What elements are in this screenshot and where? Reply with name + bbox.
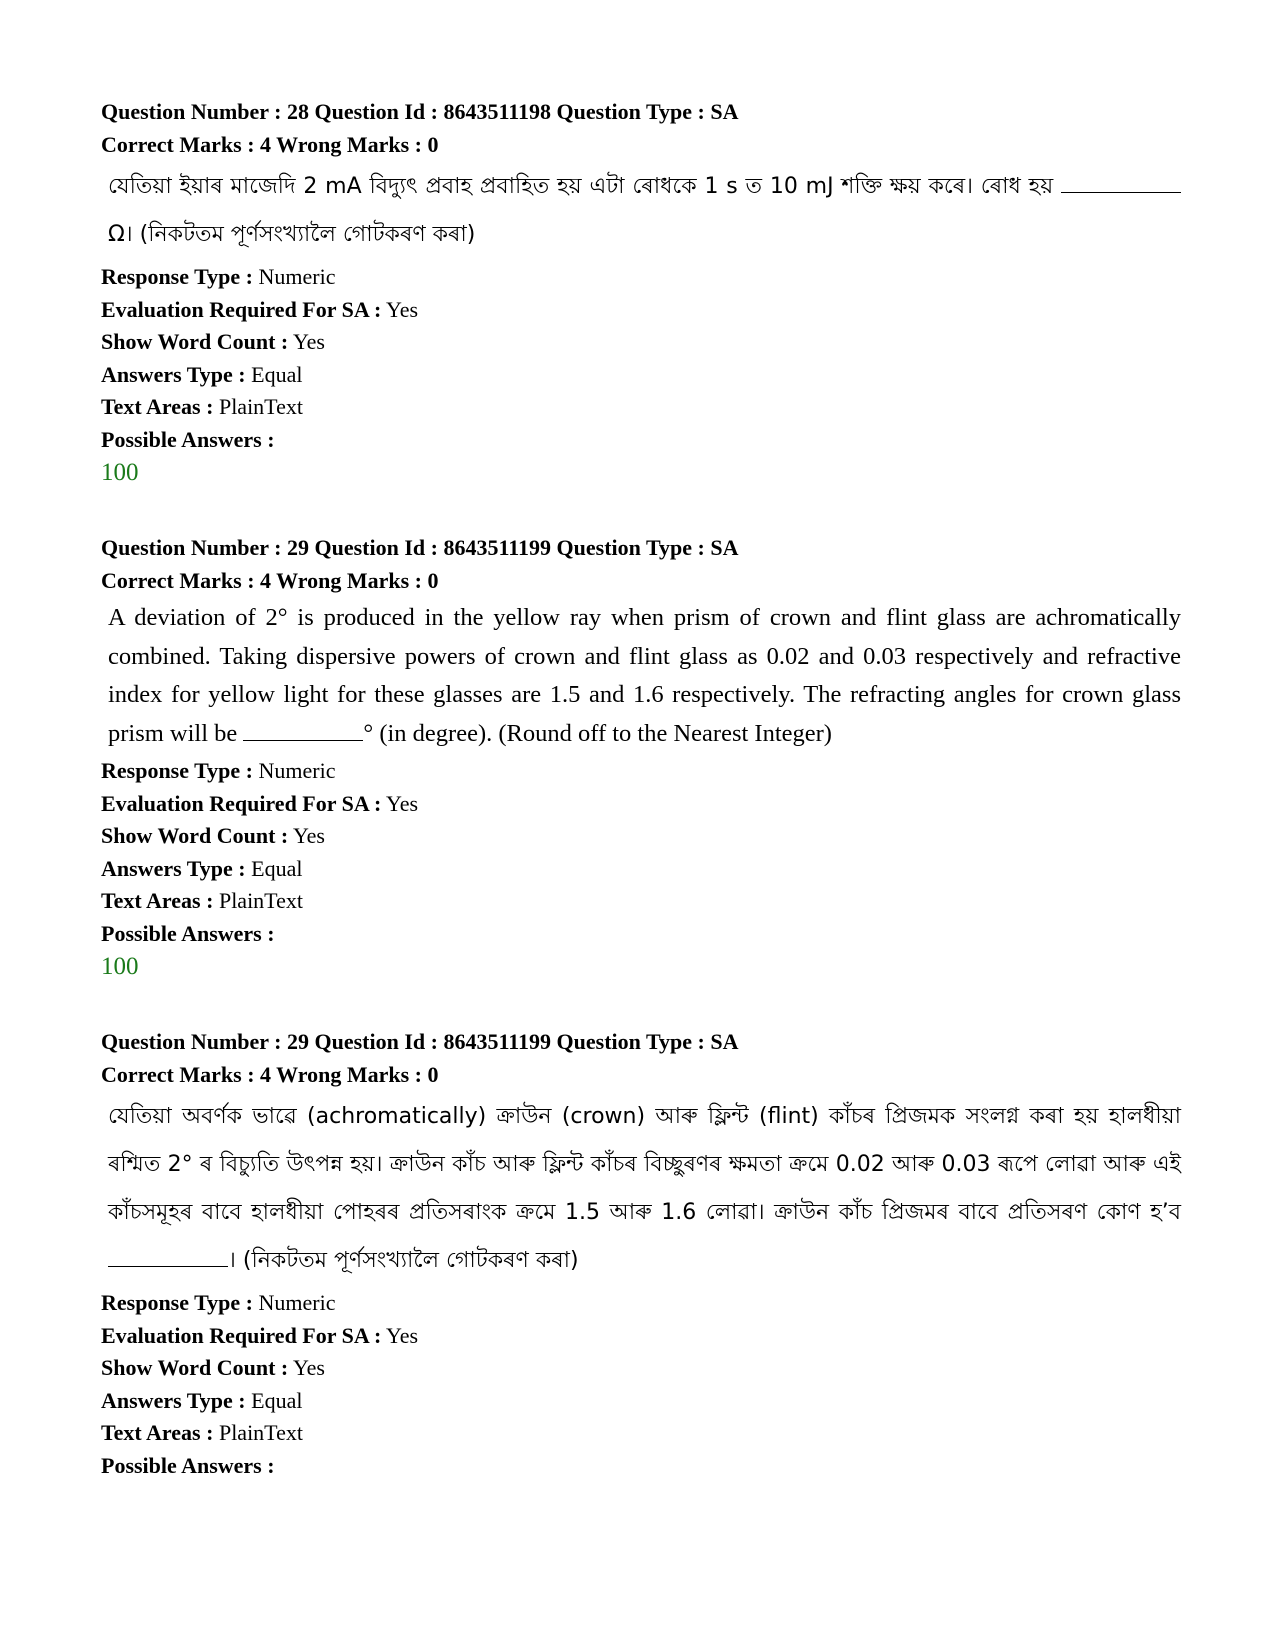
possible-answers-row bbox=[101, 1450, 1181, 1483]
show-word-count-value: Yes bbox=[292, 823, 325, 848]
response-type-value: Numeric bbox=[258, 758, 336, 783]
marks-line: Correct Marks : 4 Wrong Marks : 0 bbox=[101, 567, 439, 593]
response-type-label: Response Type : bbox=[101, 1290, 253, 1315]
marks-line: Correct Marks : 4 Wrong Marks : 0 bbox=[101, 1061, 439, 1087]
question-text-part2: Ω। (নিকটতম পূৰ্ণসংখ্যালৈ গোটকৰণ কৰা) bbox=[108, 222, 476, 247]
question-header: Question Number : 29 Question Id : 8643511199 Question Type : SA bbox=[101, 1029, 739, 1054]
text-areas-label: Text Areas : bbox=[101, 394, 214, 419]
text-areas-row bbox=[101, 885, 1181, 918]
possible-answers-label: Possible Answers : bbox=[101, 426, 275, 452]
question-text bbox=[101, 1093, 1181, 1285]
question-text-part1: A deviation of 2° is produced in the yellow ray when prism of crown and flint glass are achromatically combined. Taking dispersive powers of crown and flint glass as 0.02 and 0.03 respectively and refractive index for yellow light for these glasses are 1.5 and 1.6 respectively. The refracting angles for crown glass prism will be bbox=[108, 604, 1181, 747]
question-text-part1: যেতিয়া অবৰ্ণক ভাৱে (achromatically) ক্ৰাউন (crown) আৰু ফ্লিন্ট (flint) কাঁচৰ প্ৰিজমক সংলগ্ন কৰা হয় হালধীয়া ৰশ্মিত 2° ৰ বিচ্যুতি উৎপন্ন হয়। ক্ৰাউন কাঁচ আৰু ফ্লিন্ট কাঁচৰ বিচ্ছুৰণৰ ক্ষমতা ক্ৰমে 0.02 আৰু 0.03 ৰূপে লোৱা আৰু এই কাঁচসমূহৰ বাবে হালধীয়া পোহৰৰ প্ৰতিসৰাংক ক্ৰমে 1.5 আৰু 1.6 লোৱা। ক্ৰাউন কাঁচ প্ৰিজমৰ বাবে প্ৰতিসৰণ কোণ হ’ব bbox=[108, 1104, 1181, 1225]
answers-type-row bbox=[101, 1385, 1181, 1418]
text-areas-label: Text Areas : bbox=[101, 888, 214, 913]
evaluation-required-label: Evaluation Required For SA : bbox=[101, 296, 382, 322]
answers-type-value: Equal bbox=[251, 361, 303, 387]
evaluation-required-row bbox=[101, 1320, 1181, 1353]
answer-blank bbox=[108, 1246, 228, 1267]
show-word-count-value: Yes bbox=[292, 329, 325, 354]
text-areas-value: PlainText bbox=[218, 394, 303, 419]
text-areas-value: PlainText bbox=[218, 1420, 303, 1445]
show-word-count-value: Yes bbox=[292, 1355, 325, 1380]
text-areas-row bbox=[101, 391, 1181, 424]
question-block-29-english bbox=[101, 532, 1181, 984]
possible-answer: 100 bbox=[101, 953, 139, 980]
show-word-count-label: Show Word Count : bbox=[101, 823, 289, 848]
show-word-count-row bbox=[101, 820, 1181, 853]
question-block-29-assamese bbox=[101, 1026, 1181, 1482]
question-text-part1: যেতিয়া ইয়াৰ মাজেদি 2 mA বিদ্যুৎ প্ৰবাহ প্ৰবাহিত হয় এটা ৰোধকে 1 s ত 10 mJ শক্তি ক্ষয় কৰে। ৰোধ হয় bbox=[108, 174, 1054, 199]
text-areas-value: PlainText bbox=[218, 888, 303, 913]
show-word-count-row bbox=[101, 326, 1181, 359]
question-block-28 bbox=[101, 96, 1181, 490]
question-text-part2: । (নিকটতম পূৰ্ণসংখ্যালৈ গোটকৰণ কৰা) bbox=[228, 1248, 579, 1273]
question-header: Question Number : 28 Question Id : 8643511198 Question Type : SA bbox=[101, 99, 739, 124]
possible-answers-row bbox=[101, 918, 1181, 951]
evaluation-required-row bbox=[101, 294, 1181, 327]
evaluation-required-value: Yes bbox=[386, 790, 419, 816]
evaluation-required-value: Yes bbox=[386, 296, 419, 322]
show-word-count-label: Show Word Count : bbox=[101, 329, 289, 354]
response-type-row bbox=[101, 1287, 1181, 1320]
possible-answer: 100 bbox=[101, 459, 139, 486]
evaluation-required-label: Evaluation Required For SA : bbox=[101, 1322, 382, 1348]
response-type-value: Numeric bbox=[258, 264, 336, 289]
possible-answers-label: Possible Answers : bbox=[101, 920, 275, 946]
question-text-part2: ° (in degree). (Round off to the Nearest Integer) bbox=[363, 719, 832, 747]
marks-line: Correct Marks : 4 Wrong Marks : 0 bbox=[101, 131, 439, 157]
response-type-label: Response Type : bbox=[101, 758, 253, 783]
answers-type-value: Equal bbox=[251, 855, 303, 881]
question-paper bbox=[101, 96, 1181, 1482]
possible-answers-row bbox=[101, 424, 1181, 457]
show-word-count-row bbox=[101, 1352, 1181, 1385]
question-text bbox=[101, 163, 1181, 259]
answers-type-label: Answers Type : bbox=[101, 361, 246, 387]
answer-blank bbox=[243, 717, 363, 740]
response-type-row bbox=[101, 261, 1181, 294]
answers-type-label: Answers Type : bbox=[101, 1387, 246, 1413]
response-type-value: Numeric bbox=[258, 1290, 336, 1315]
evaluation-required-value: Yes bbox=[386, 1322, 419, 1348]
show-word-count-label: Show Word Count : bbox=[101, 1355, 289, 1380]
text-areas-label: Text Areas : bbox=[101, 1420, 214, 1445]
response-type-row bbox=[101, 755, 1181, 788]
question-header: Question Number : 29 Question Id : 8643511199 Question Type : SA bbox=[101, 535, 739, 560]
possible-answers-label: Possible Answers : bbox=[101, 1452, 275, 1478]
evaluation-required-label: Evaluation Required For SA : bbox=[101, 790, 382, 816]
evaluation-required-row bbox=[101, 788, 1181, 821]
response-type-label: Response Type : bbox=[101, 264, 253, 289]
text-areas-row bbox=[101, 1417, 1181, 1450]
answer-blank bbox=[1061, 172, 1181, 193]
answers-type-value: Equal bbox=[251, 1387, 303, 1413]
question-text bbox=[101, 599, 1181, 753]
answers-type-row bbox=[101, 853, 1181, 886]
answers-type-label: Answers Type : bbox=[101, 855, 246, 881]
answers-type-row bbox=[101, 359, 1181, 392]
